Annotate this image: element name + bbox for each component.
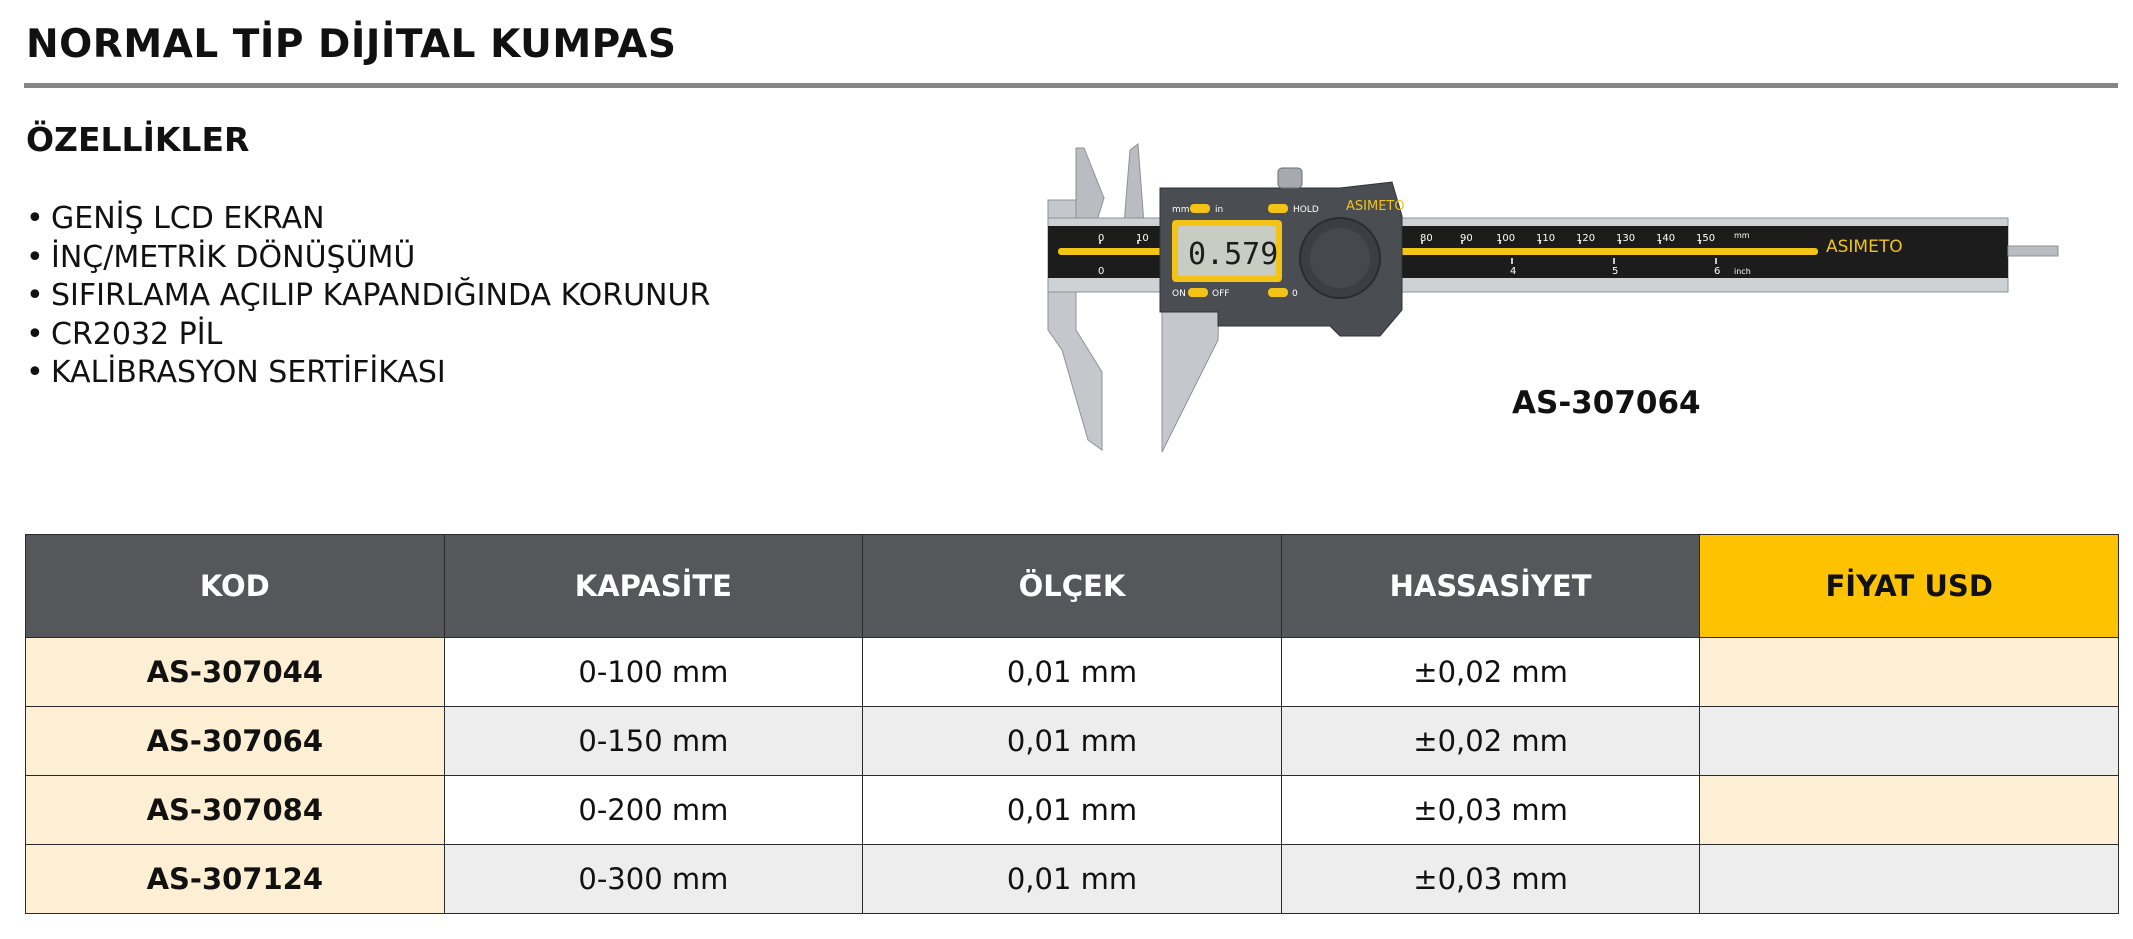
title-divider: [24, 83, 2118, 88]
caliper-hold-knob: [1278, 168, 1302, 188]
caliper-upper-fixed-jaw: [1076, 148, 1104, 224]
cell-price: [1700, 776, 2119, 845]
features-heading: ÖZELLİKLER: [26, 120, 250, 159]
cell-capacity: 0-300 mm: [444, 845, 863, 914]
zero-button: [1268, 288, 1288, 297]
hold-button: [1268, 204, 1288, 213]
feature-text: GENİŞ LCD EKRAN: [51, 201, 325, 236]
cell-accuracy: ±0,02 mm: [1281, 707, 1700, 776]
caliper-upper-moving-jaw: [1124, 144, 1144, 224]
cell-capacity: 0-150 mm: [444, 707, 863, 776]
header-capacity: KAPASİTE: [444, 535, 863, 638]
bullet: •: [26, 201, 44, 236]
cell-price: [1700, 845, 2119, 914]
table-row: [26, 638, 2119, 707]
inch-tick-label: 6: [1714, 266, 1721, 277]
cell-accuracy: ±0,02 mm: [1281, 638, 1700, 707]
caliper-depth-rod: [2008, 246, 2058, 256]
cell-scale: 0,01 mm: [863, 776, 1282, 845]
mm-tick-label: 130: [1616, 233, 1636, 244]
hold-button-label: HOLD: [1293, 205, 1319, 215]
table-row: [26, 845, 2119, 914]
cell-code: AS-307124: [26, 845, 445, 914]
header-accuracy: HASSASİYET: [1281, 535, 1700, 638]
cell-price: [1700, 707, 2119, 776]
feature-text: KALİBRASYON SERTİFİKASI: [51, 355, 446, 390]
feature-text: İNÇ/METRİK DÖNÜŞÜMÜ: [51, 239, 416, 275]
in-button-label: in: [1215, 205, 1224, 215]
mm-tick-label: 90: [1460, 233, 1473, 244]
inch-tick-label: 0: [1098, 266, 1105, 277]
mm-tick-label: 100: [1496, 233, 1516, 244]
spec-table: [25, 534, 2119, 914]
image-product-code: AS-307064: [1512, 385, 1701, 421]
cell-capacity: 0-100 mm: [444, 638, 863, 707]
feature-text: SIFIRLAMA AÇILIP KAPANDIĞINDA KORUNUR: [51, 278, 711, 313]
bullet: •: [26, 278, 44, 313]
cell-scale: 0,01 mm: [863, 845, 1282, 914]
inch-tick-label: 4: [1510, 266, 1517, 277]
page-title: NORMAL TİP DİJİTAL KUMPAS: [26, 22, 677, 67]
mm-tick-label: 110: [1536, 233, 1556, 244]
cell-price: [1700, 638, 2119, 707]
feature-item: [26, 239, 710, 278]
bullet: •: [26, 239, 44, 275]
cell-code: AS-307084: [26, 776, 445, 845]
mm-tick-label: 150: [1696, 233, 1716, 244]
mm-tick-label: 0: [1098, 233, 1105, 244]
table-row: [26, 707, 2119, 776]
mm-in-button: [1190, 204, 1210, 213]
cell-capacity: 0-200 mm: [444, 776, 863, 845]
cell-accuracy: ±0,03 mm: [1281, 776, 1700, 845]
mm-tick-label: 140: [1656, 233, 1676, 244]
inch-unit-label: inch: [1734, 267, 1751, 276]
header-price-usd: FİYAT USD: [1700, 535, 2119, 638]
feature-item: [26, 277, 710, 316]
head-brand-label: ASIMETO: [1346, 199, 1405, 214]
on-button-label: ON: [1172, 289, 1186, 299]
features-list: [26, 200, 710, 393]
beam-brand-label: ASIMETO: [1826, 237, 1903, 257]
feature-text: CR2032 PİL: [51, 316, 223, 352]
cell-scale: 0,01 mm: [863, 638, 1282, 707]
on-off-button: [1188, 288, 1208, 297]
table-row: [26, 776, 2119, 845]
header-code: KOD: [26, 535, 445, 638]
mm-unit-label: mm: [1734, 231, 1750, 240]
zero-button-label: 0: [1292, 289, 1298, 299]
caliper-lcd-reading: 0.579: [1188, 237, 1279, 272]
mm-button-label: mm: [1172, 205, 1190, 215]
inch-tick-label: 5: [1612, 266, 1619, 277]
cell-accuracy: ±0,03 mm: [1281, 845, 1700, 914]
cell-code: AS-307044: [26, 638, 445, 707]
mm-tick-label: 10: [1136, 233, 1149, 244]
table-header-row: [26, 535, 2119, 638]
bullet: •: [26, 316, 44, 352]
mm-tick-label: 120: [1576, 233, 1596, 244]
bullet: •: [26, 355, 44, 390]
feature-item: [26, 200, 710, 239]
header-scale: ÖLÇEK: [863, 535, 1282, 638]
cell-scale: 0,01 mm: [863, 707, 1282, 776]
mm-tick-label: 80: [1420, 233, 1433, 244]
feature-item: [26, 316, 710, 355]
off-button-label: OFF: [1212, 289, 1230, 299]
cell-code: AS-307064: [26, 707, 445, 776]
caliper-thumb-wheel-inner: [1310, 228, 1370, 288]
feature-item: [26, 354, 710, 393]
